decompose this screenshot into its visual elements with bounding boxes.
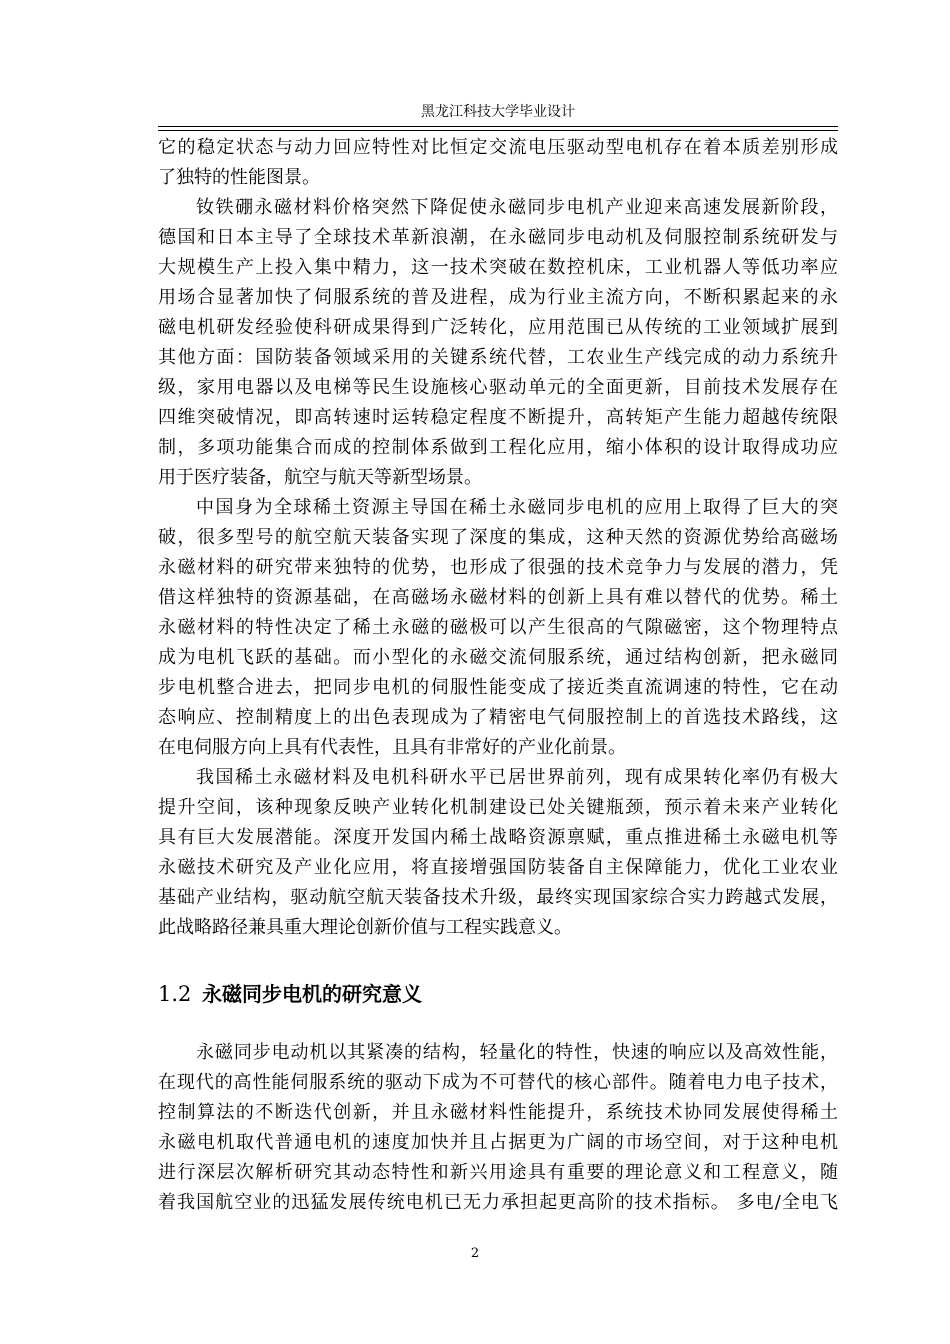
text-line: 用场合显著加快了伺服系统的普及进程，成为行业主流方向，不断积累起来的永 xyxy=(158,287,838,308)
paragraph xyxy=(158,133,838,193)
text-line: 提升空间，该种现象反映产业转化机制建设已处关键瓶颈，预示着未来产业转化 xyxy=(158,797,838,818)
text-line: 钕铁硼永磁材料价格突然下降促使永磁同步电机产业迎来高速发展新阶段， xyxy=(196,197,838,218)
text-line: 中国身为全球稀土资源主导国在稀土永磁同步电机的应用上取得了巨大的突 xyxy=(196,497,838,518)
text-line: 进行深层次解析研究其动态特性和新兴用途具有重要的理论意义和工程意义，随 xyxy=(158,1162,838,1183)
text-line: 破，很多型号的航空航天装备实现了深度的集成，这种天然的资源优势给高磁场 xyxy=(158,527,838,548)
paragraph xyxy=(158,193,838,493)
text-line: 永磁电机取代普通电机的速度加快并且占据更为广阔的市场空间，对于这种电机 xyxy=(158,1132,838,1153)
page-number: 2 xyxy=(470,1246,480,1261)
text-line: 具有巨大发展潜能。深度开发国内稀土战略资源禀赋，重点推进稀土永磁电机等 xyxy=(158,827,838,848)
text-line: 着我国航空业的迅猛发展传统电机已无力承担起更高阶的技术指标。 多电/全电飞 xyxy=(158,1192,838,1213)
header-rule-thin xyxy=(158,130,838,131)
text-line: 用于医疗装备，航空与航天等新型场景。 xyxy=(158,467,482,488)
text-line: 我国稀土永磁材料及电机科研水平已居世界前列，现有成果转化率仍有极大 xyxy=(196,767,838,788)
text-line: 永磁同步电动机以其紧凑的结构，轻量化的特性，快速的响应以及高效性能， xyxy=(196,1042,838,1063)
section-body-text xyxy=(158,1038,838,1218)
text-line: 大规模生产上投入集中精力，这一技术突破在数控机床，工业机器人等低功率应 xyxy=(158,257,838,278)
text-line: 制，多项功能集合而成的控制体系做到工程化应用，缩小体积的设计取得成功应 xyxy=(158,437,838,458)
text-line: 在电伺服方向上具有代表性，且具有非常好的产业化前景。 xyxy=(158,737,626,758)
text-line: 了独特的性能图景。 xyxy=(158,167,320,188)
text-line: 借这样独特的资源基础，在高磁场永磁材料的创新上具有难以替代的优势。稀土 xyxy=(158,587,838,608)
section-heading xyxy=(158,976,422,1012)
section-number: 1.2 xyxy=(158,982,192,1006)
text-line: 四维突破情况，即高转速时运转稳定程度不断提升，高转矩产生能力超越传统限 xyxy=(158,407,838,428)
text-line: 步电机整合进去，把同步电机的伺服性能变成了接近类直流调速的特性，它在动 xyxy=(158,677,838,698)
header-rule xyxy=(158,126,838,127)
text-line: 其他方面：国防装备领域采用的关键系统代替，工农业生产线完成的动力系统升 xyxy=(158,347,838,368)
text-line: 永磁技术研究及产业化应用，将直接增强国防装备自主保障能力，优化工业农业 xyxy=(158,857,838,878)
text-line: 磁电机研发经验使科研成果得到广泛转化，应用范围已从传统的工业领域扩展到 xyxy=(158,317,838,338)
paragraph xyxy=(158,763,838,943)
text-line: 成为电机飞跃的基础。而小型化的永磁交流伺服系统，通过结构创新，把永磁同 xyxy=(158,647,838,668)
text-line: 控制算法的不断迭代创新，并且永磁材料性能提升，系统技术协同发展使得稀土 xyxy=(158,1102,838,1123)
text-line: 级，家用电器以及电梯等民生设施核心驱动单元的全面更新，目前技术发展存在 xyxy=(158,377,838,398)
text-line: 在现代的高性能伺服系统的驱动下成为不可替代的核心部件。随着电力电子技术， xyxy=(158,1072,838,1093)
text-line: 永磁材料的研究带来独特的优势，也形成了很强的技术竞争力与发展的潜力，凭 xyxy=(158,557,838,578)
text-line: 德国和日本主导了全球技术革新浪潮，在永磁同步电动机及伺服控制系统研发与 xyxy=(158,227,838,248)
section-title: 永磁同步电机的研究意义 xyxy=(202,982,422,1006)
paragraph xyxy=(158,493,838,763)
page-header-title: 黑龙江科技大学毕业设计 xyxy=(421,104,575,120)
body-text xyxy=(158,133,838,943)
text-line: 基础产业结构，驱动航空航天装备技术升级，最终实现国家综合实力跨越式发展， xyxy=(158,887,838,908)
paragraph xyxy=(158,1038,838,1218)
text-line: 它的稳定状态与动力回应特性对比恒定交流电压驱动型电机存在着本质差别形成 xyxy=(158,137,838,158)
text-line: 态响应、控制精度上的出色表现成为了精密电气伺服控制上的首选技术路线，这 xyxy=(158,707,838,728)
text-line: 永磁材料的特性决定了稀土永磁的磁极可以产生很高的气隙磁密，这个物理特点 xyxy=(158,617,838,638)
text-line: 此战略路径兼具重大理论创新价值与工程实践意义。 xyxy=(158,917,572,938)
